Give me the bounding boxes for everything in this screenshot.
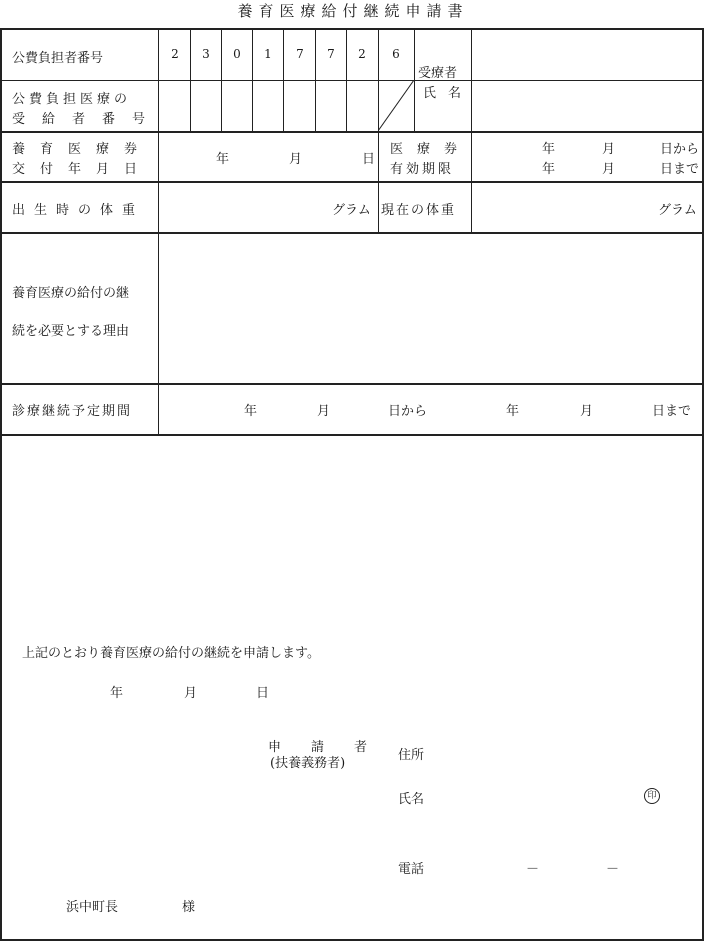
divider [2, 383, 702, 385]
form-title: 養育医療給付継続申請書 [237, 2, 469, 20]
divider [2, 232, 702, 234]
validity-to-month-unit: 月 [602, 162, 616, 177]
declaration-month-unit: 月 [184, 686, 198, 701]
reason-label-line1: 養育医療の給付の継 [12, 286, 130, 301]
validity-from-year-unit: 年 [542, 142, 556, 157]
declaration-statement: 上記のとおり養育医療の給付の継続を申請します。 [22, 646, 320, 661]
recipient-label: 受療者 [418, 66, 458, 81]
address-label: 住所 [398, 748, 425, 763]
payer-digit[interactable]: 2 [358, 47, 366, 61]
period-to-suffix: 日まで [652, 404, 692, 419]
issue-month-unit: 月 [289, 152, 303, 167]
recipient-number-label-line1: 公費負担医療の [12, 92, 132, 107]
divider [2, 181, 702, 183]
current-weight-label: 現在の体重 [381, 203, 457, 218]
divider [2, 434, 702, 436]
addressee: 浜中町長 [66, 900, 119, 915]
payer-digit[interactable]: 7 [327, 47, 335, 61]
recipient-number-label-line2: 受給者番号 [12, 112, 163, 127]
phone-label: 電話 [398, 862, 425, 877]
period-to-month-unit: 月 [580, 404, 594, 419]
honorific: 様 [182, 900, 196, 915]
name-label: 氏名 [398, 792, 425, 807]
birth-weight-unit: グラム [332, 203, 371, 218]
seal-mark: 印 [644, 788, 660, 804]
divider [158, 30, 159, 434]
issue-year-unit: 年 [216, 152, 230, 167]
current-weight-unit: グラム [658, 203, 697, 218]
issue-date-label-line1: 養育医療券 [12, 142, 153, 157]
applicant-label: 申請者 [268, 740, 398, 755]
payer-digit[interactable]: 0 [233, 47, 241, 61]
validity-to-suffix: 日まで [660, 162, 700, 177]
issue-day-unit: 日 [362, 152, 376, 167]
divider [2, 131, 702, 133]
recipient-name-label: 氏名 [423, 86, 474, 101]
validity-from-month-unit: 月 [602, 142, 616, 157]
payer-number-label: 公費負担者番号 [12, 51, 104, 66]
period-from-year-unit: 年 [244, 404, 258, 419]
reason-label-line2: 続を必要とする理由 [12, 324, 130, 339]
payer-digit[interactable]: 7 [296, 47, 304, 61]
issue-date-label-line2: 交付年月日 [12, 162, 153, 177]
applicant-sublabel: (扶養義務者) [270, 756, 346, 771]
payer-digit[interactable]: 2 [171, 47, 179, 61]
declaration-day-unit: 日 [256, 686, 270, 701]
period-from-month-unit: 月 [317, 404, 331, 419]
application-form [0, 28, 704, 941]
period-to-year-unit: 年 [506, 404, 520, 419]
phone-separator: － [526, 862, 540, 877]
period-from-suffix: 日から [388, 404, 428, 419]
period-label: 診療継続予定期間 [12, 404, 133, 419]
validity-label-line2: 有効期限 [390, 162, 455, 177]
payer-digit[interactable]: 1 [264, 47, 272, 61]
phone-separator: － [606, 862, 620, 877]
validity-from-suffix: 日から [660, 142, 700, 157]
birth-weight-label: 出生時の体重 [12, 203, 145, 218]
payer-digit[interactable]: 3 [202, 47, 210, 61]
validity-to-year-unit: 年 [542, 162, 556, 177]
validity-label-line1: 医療券 [390, 142, 472, 157]
diagonal-strike [378, 80, 414, 131]
declaration-year-unit: 年 [110, 686, 124, 701]
payer-digit[interactable]: 6 [392, 47, 400, 61]
